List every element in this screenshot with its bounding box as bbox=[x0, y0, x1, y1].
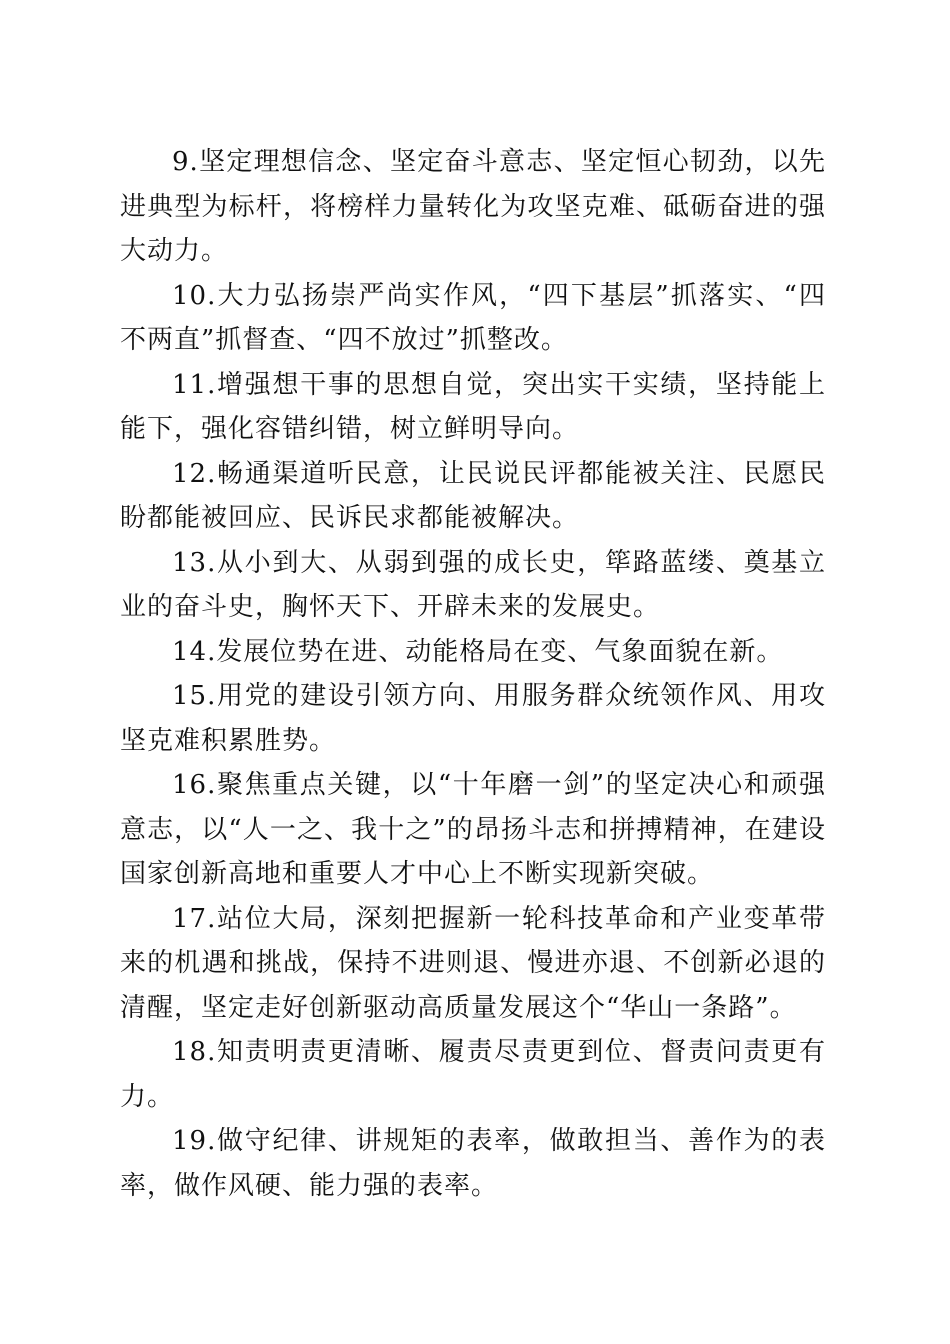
paragraph-19: 19.做守纪律、讲规矩的表率，做敢担当、善作为的表率，做作风硬、能力强的表率。 bbox=[120, 1126, 826, 1201]
paragraph-12: 12.畅通渠道听民意，让民说民评都能被关注、民愿民盼都能被回应、民诉民求都能被解决。 bbox=[120, 458, 826, 533]
paragraph-16: 16.聚焦重点关键，以“十年磨一剑”的坚定决心和顽强意志，以“人一之、我十之”的昂扬斗志和拼搏精神，在建设国家创新高地和重要人才中心上不断实现新突破。 bbox=[120, 770, 826, 889]
paragraph-17: 17.站位大局，深刻把握新一轮科技革命和产业变革带来的机遇和挑战，保持不进则退、慢进亦退、不创新必退的清醒，坚定走好创新驱动高质量发展这个“华山一条路”。 bbox=[120, 903, 826, 1023]
paragraph-18: 18.知责明责更清晰、履责尽责更到位、督责问责更有力。 bbox=[120, 1037, 826, 1112]
paragraph-15: 15.用党的建设引领方向、用服务群众统领作风、用攻坚克难积累胜势。 bbox=[120, 681, 826, 756]
paragraph-10: 10.大力弘扬崇严尚实作风，“四下基层”抓落实、“四不两直”抓督查、“四不放过”抓整改。 bbox=[120, 280, 826, 355]
paragraph-9: 9.坚定理想信念、坚定奋斗意志、坚定恒心韧劲，以先进典型为标杆，将榜样力量转化为攻坚克难、砥砺奋进的强大动力。 bbox=[120, 147, 826, 266]
paragraph-13: 13.从小到大、从弱到强的成长史，筚路蓝缕、奠基立业的奋斗史，胸怀天下、开辟未来的发展史。 bbox=[120, 547, 826, 622]
paragraph-11: 11.增强想干事的思想自觉，突出实干实绩，坚持能上能下，强化容错纠错，树立鲜明导向。 bbox=[120, 369, 826, 444]
paragraph-14: 14.发展位势在进、动能格局在变、气象面貌在新。 bbox=[172, 636, 784, 667]
document-body bbox=[120, 140, 826, 1208]
